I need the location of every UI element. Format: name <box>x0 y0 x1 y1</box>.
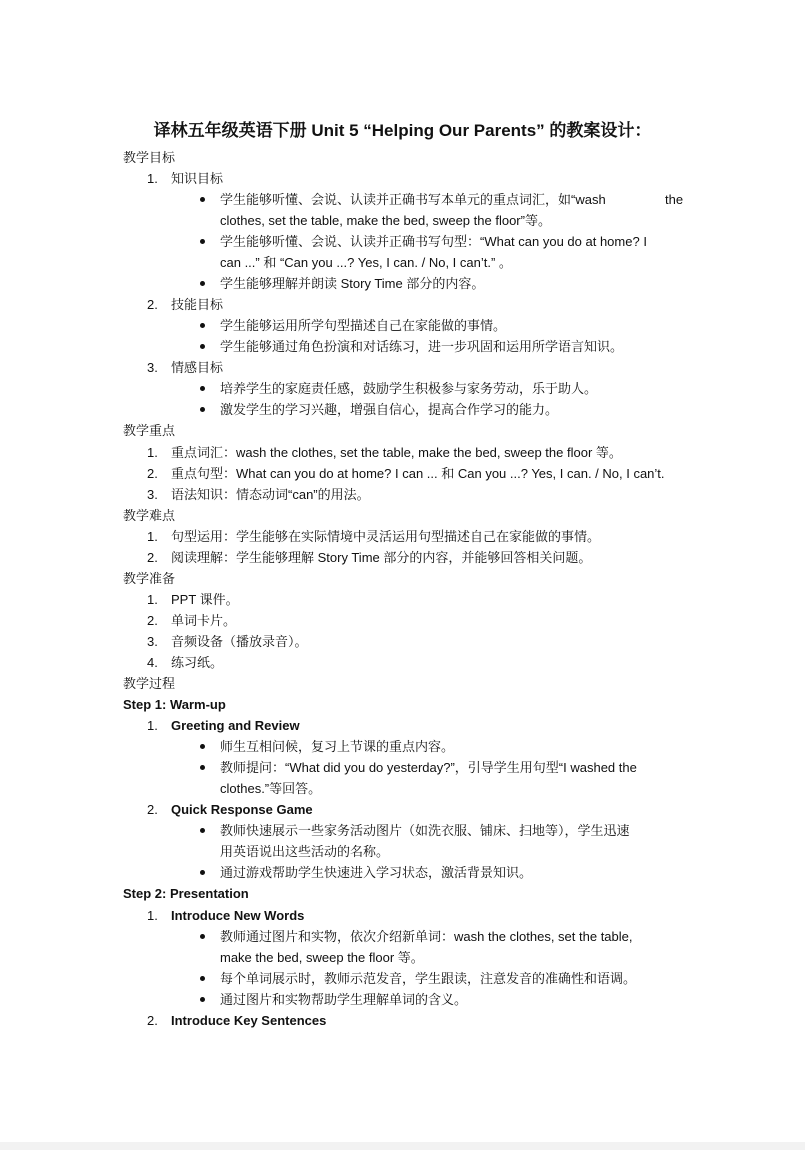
list-item: 用英语说出这些活动的名称。 <box>220 844 390 859</box>
list-item: PPT 课件。 <box>171 592 239 607</box>
list-item-label: 阅读理解 <box>171 550 224 565</box>
list-item: clothes.”等回答。 <box>220 781 322 796</box>
activity-title: Introduce New Words <box>171 908 305 923</box>
activity-title: Quick Response Game <box>171 802 313 817</box>
bullet-icon <box>200 934 205 939</box>
list-item: the <box>665 192 684 207</box>
bullet-icon <box>200 744 205 749</box>
list-item: 学生能够听懂、会说、认读并正确书写本单元的重点词汇，如“wash <box>220 192 606 207</box>
list-number: 2. <box>147 466 158 481</box>
activity-title: Introduce Key Sentences <box>171 1013 327 1028</box>
list-number: 1. <box>147 718 158 733</box>
list-item <box>171 487 370 503</box>
bullet-icon <box>200 239 205 244</box>
list-item: clothes, set the table, make the bed, sweep the floor”等。 <box>220 213 551 228</box>
list-item-label: 重点词汇 <box>171 445 224 460</box>
document-title: 译林五年级英语下册 Unit 5 “Helping Our Parents” 的教案设计： <box>153 121 652 140</box>
list-item-label: 重点句型 <box>171 466 224 481</box>
list-item: 通过游戏帮助学生快速进入学习状态，激活背景知识。 <box>220 865 533 880</box>
list-item-text: ：学生能够在实际情境中灵活运用句型描述自己在家能做的事情。 <box>223 529 601 544</box>
list-number: 2. <box>147 550 158 565</box>
list-number: 2. <box>147 297 158 312</box>
bullet-icon <box>200 997 205 1002</box>
list-item: 教师快速展示一些家务活动图片（如洗衣服、铺床、扫地等），学生迅速 <box>220 823 630 838</box>
list-item: make the bed, sweep the floor 等。 <box>220 950 424 965</box>
list-number: 4. <box>147 655 158 670</box>
list-number: 1. <box>147 908 158 923</box>
bullet-icon <box>200 976 205 981</box>
section-heading-objectives: 教学目标 <box>123 150 176 165</box>
list-item-text: ：wash the clothes, set the table, make the bed, sweep the floor 等。 <box>223 445 622 460</box>
list-number: 2. <box>147 613 158 628</box>
subheading-knowledge: 知识目标 <box>171 171 224 186</box>
list-number: 1. <box>147 592 158 607</box>
list-item: 学生能够运用所学句型描述自己在家能做的事情。 <box>220 318 507 333</box>
bullet-icon <box>200 197 205 202</box>
list-number: 3. <box>147 487 158 502</box>
bullet-icon <box>200 870 205 875</box>
list-item: 学生能够理解并朗读 Story Time 部分的内容。 <box>220 276 485 291</box>
step-title: Step 2: Presentation <box>123 886 249 901</box>
list-item <box>171 550 591 566</box>
list-item: can ...” 和 “Can you ...? Yes, I can. / No, I can’t.” 。 <box>220 255 512 270</box>
list-item-text: ：What can you do at home? I can ... 和 Can you ...? Yes, I can. / No, I can’t. <box>223 466 665 481</box>
list-item: 音频设备（播放录音）。 <box>171 634 308 649</box>
list-item <box>171 529 600 545</box>
bullet-icon <box>200 386 205 391</box>
list-number: 1. <box>147 529 158 544</box>
list-item <box>171 466 665 482</box>
list-number: 1. <box>147 171 158 186</box>
list-item-text: ：学生能够理解 Story Time 部分的内容，并能够回答相关问题。 <box>223 550 592 565</box>
list-item: 每个单词展示时，教师示范发音，学生跟读，注意发音的准确性和语调。 <box>220 971 637 986</box>
list-number: 2. <box>147 802 158 817</box>
subheading-skills: 技能目标 <box>171 297 224 312</box>
bullet-icon <box>200 765 205 770</box>
list-item-label: 句型运用 <box>171 529 224 544</box>
bullet-icon <box>200 828 205 833</box>
list-item-text: ：情态动词“can”的用法。 <box>223 487 370 502</box>
bullet-icon <box>200 344 205 349</box>
list-item: 师生互相问候，复习上节课的重点内容。 <box>220 739 455 754</box>
bullet-icon <box>200 323 205 328</box>
list-item: 通过图片和实物帮助学生理解单词的含义。 <box>220 992 468 1007</box>
bullet-icon <box>200 281 205 286</box>
list-item: 学生能够听懂、会说、认读并正确书写句型：“What can you do at home? I <box>220 234 647 249</box>
bullet-icon <box>200 407 205 412</box>
list-number: 3. <box>147 360 158 375</box>
step-title: Step 1: Warm-up <box>123 697 226 712</box>
section-heading-key-points: 教学重点 <box>123 423 176 438</box>
list-item: 培养学生的家庭责任感，鼓励学生积极参与家务劳动，乐于助人。 <box>220 381 598 396</box>
section-heading-difficulties: 教学难点 <box>123 508 176 523</box>
list-item-label: 语法知识 <box>171 487 224 502</box>
list-number: 1. <box>147 445 158 460</box>
subheading-emotion: 情感目标 <box>171 360 224 375</box>
activity-title: Greeting and Review <box>171 718 300 733</box>
list-item: 激发学生的学习兴趣，增强自信心，提高合作学习的能力。 <box>220 402 559 417</box>
list-item: 单词卡片。 <box>171 613 237 628</box>
list-number: 3. <box>147 634 158 649</box>
list-item: 教师提问：“What did you do yesterday?”，引导学生用句型“I washed the <box>220 760 637 775</box>
list-item <box>171 445 622 461</box>
list-item: 学生能够通过角色扮演和对话练习，进一步巩固和运用所学语言知识。 <box>220 339 624 354</box>
list-number: 2. <box>147 1013 158 1028</box>
list-item: 练习纸。 <box>171 655 224 670</box>
section-heading-preparation: 教学准备 <box>123 571 176 586</box>
list-item: 教师通过图片和实物，依次介绍新单词：wash the clothes, set the table, <box>220 929 633 944</box>
section-heading-process: 教学过程 <box>123 676 176 691</box>
